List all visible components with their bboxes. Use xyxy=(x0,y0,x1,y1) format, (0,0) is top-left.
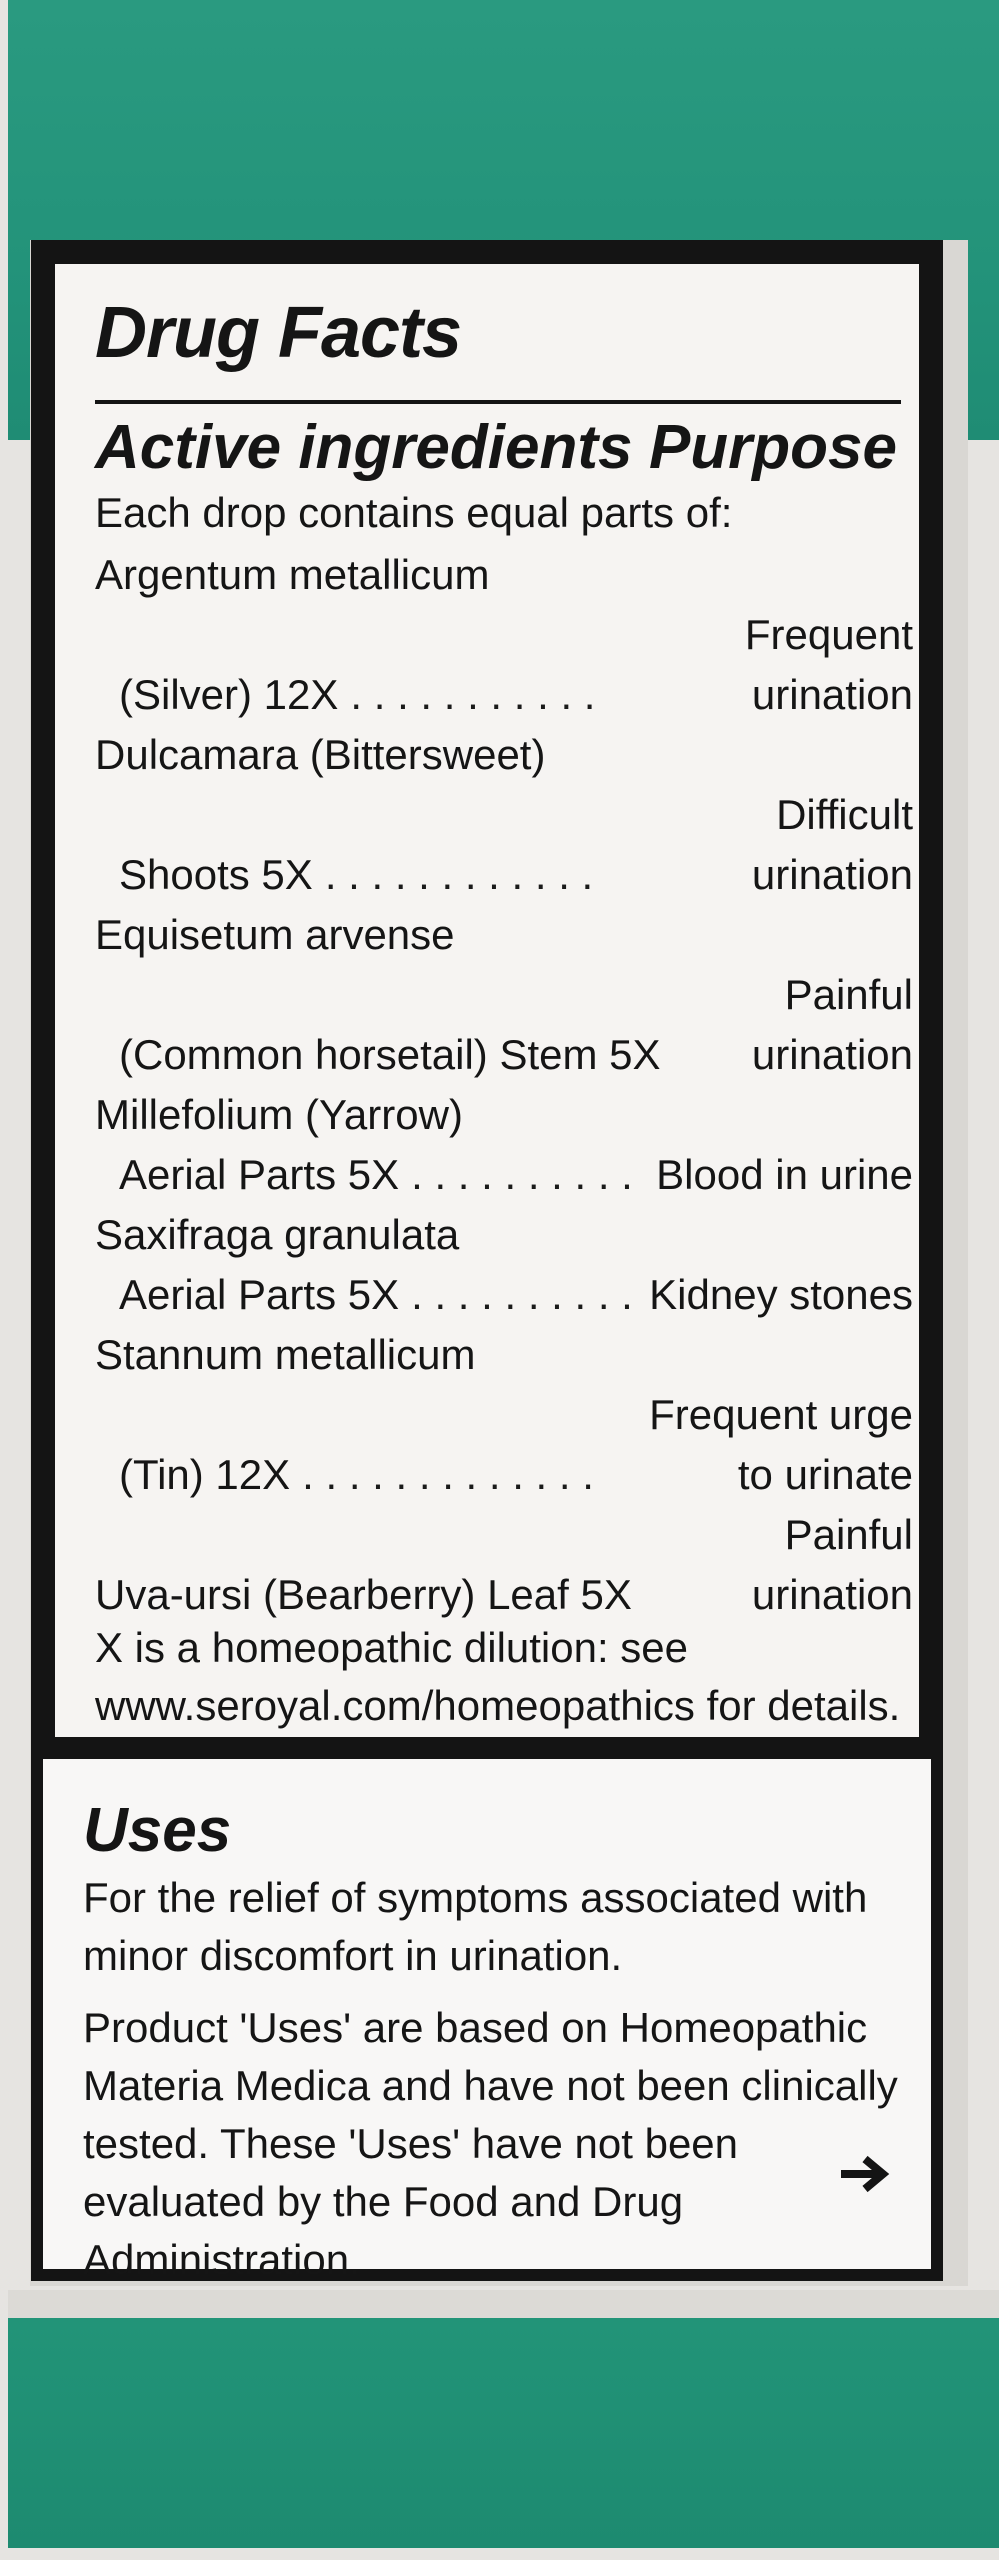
purpose-heading: Purpose xyxy=(648,413,897,482)
ingredient-part: (Tin) 12X xyxy=(119,1451,291,1498)
ingredient-item xyxy=(95,1205,913,1325)
ingredient-purpose: Kidney stones xyxy=(649,1271,913,1318)
ingredient-purpose: Difficult urination xyxy=(751,791,913,898)
ingredient-purpose: Frequent urination xyxy=(744,611,913,718)
ingredient-name: Dulcamara (Bittersweet) xyxy=(95,731,546,778)
ingredient-purpose: Painful urination xyxy=(751,1511,913,1618)
ingredient-name: Saxifraga granulata xyxy=(95,1211,460,1258)
ingredient-item xyxy=(95,725,913,905)
ingredient-purpose: Blood in urine xyxy=(656,1151,913,1198)
ingredient-name: Stannum metallicum xyxy=(95,1331,476,1378)
title-rule xyxy=(95,400,901,404)
dot-leader xyxy=(411,1145,644,1205)
ingredient-purpose: Frequent urge to urinate xyxy=(649,1391,913,1498)
ingredient-part: Aerial Parts 5X xyxy=(119,1271,400,1318)
ingredient-part: Aerial Parts 5X xyxy=(119,1151,400,1198)
ingredient-item xyxy=(95,545,913,725)
ingredients-intro: Each drop contains equal parts of: xyxy=(95,489,733,536)
ingredient-list xyxy=(95,545,913,1625)
drug-facts-panel xyxy=(31,240,943,1749)
arrow-right-icon xyxy=(839,2154,891,2194)
package-light-band xyxy=(8,2290,999,2320)
uses-disclaimer: Product 'Uses' are based on Homeopathic Materia Medica and have not been clinically tested. These 'Uses' have not been evaluated by the Food and Drug Administration. xyxy=(83,2004,898,2283)
ingredient-item xyxy=(95,1085,913,1205)
ingredient-part: Shoots 5X xyxy=(119,851,313,898)
ingredient-item xyxy=(95,1325,913,1505)
dot-leader xyxy=(325,845,601,905)
ingredient-purpose: Painful urination xyxy=(751,971,913,1078)
ingredient-name: Argentum metallicum xyxy=(95,551,490,598)
ingredient-item xyxy=(95,1505,913,1625)
dilution-note: X is a homeopathic dilution: see www.seroyal.com/homeopathics for details. xyxy=(95,1624,901,1729)
ingredient-part: Uva-ursi (Bearberry) Leaf 5X xyxy=(95,1571,632,1618)
ingredient-name: Millefolium (Yarrow) xyxy=(95,1091,463,1138)
ingredient-name: Equisetum arvense xyxy=(95,911,455,958)
active-ingredients-heading: Active ingredients xyxy=(95,413,633,482)
uses-text: For the relief of symptoms associated with minor discomfort in urination. xyxy=(83,1874,868,1979)
ingredient-item xyxy=(95,905,913,1085)
uses-title: Uses xyxy=(83,1796,232,1865)
dot-leader xyxy=(411,1265,637,1325)
package-teal-bottom xyxy=(8,2318,999,2548)
ingredient-part: (Common horsetail) Stem 5X xyxy=(119,1031,661,1078)
ingredient-part: (Silver) 12X xyxy=(119,671,339,718)
dot-leader xyxy=(302,1445,601,1505)
uses-panel xyxy=(31,1749,943,2281)
dot-leader xyxy=(350,665,601,725)
drug-facts-title: Drug Facts xyxy=(95,293,462,373)
